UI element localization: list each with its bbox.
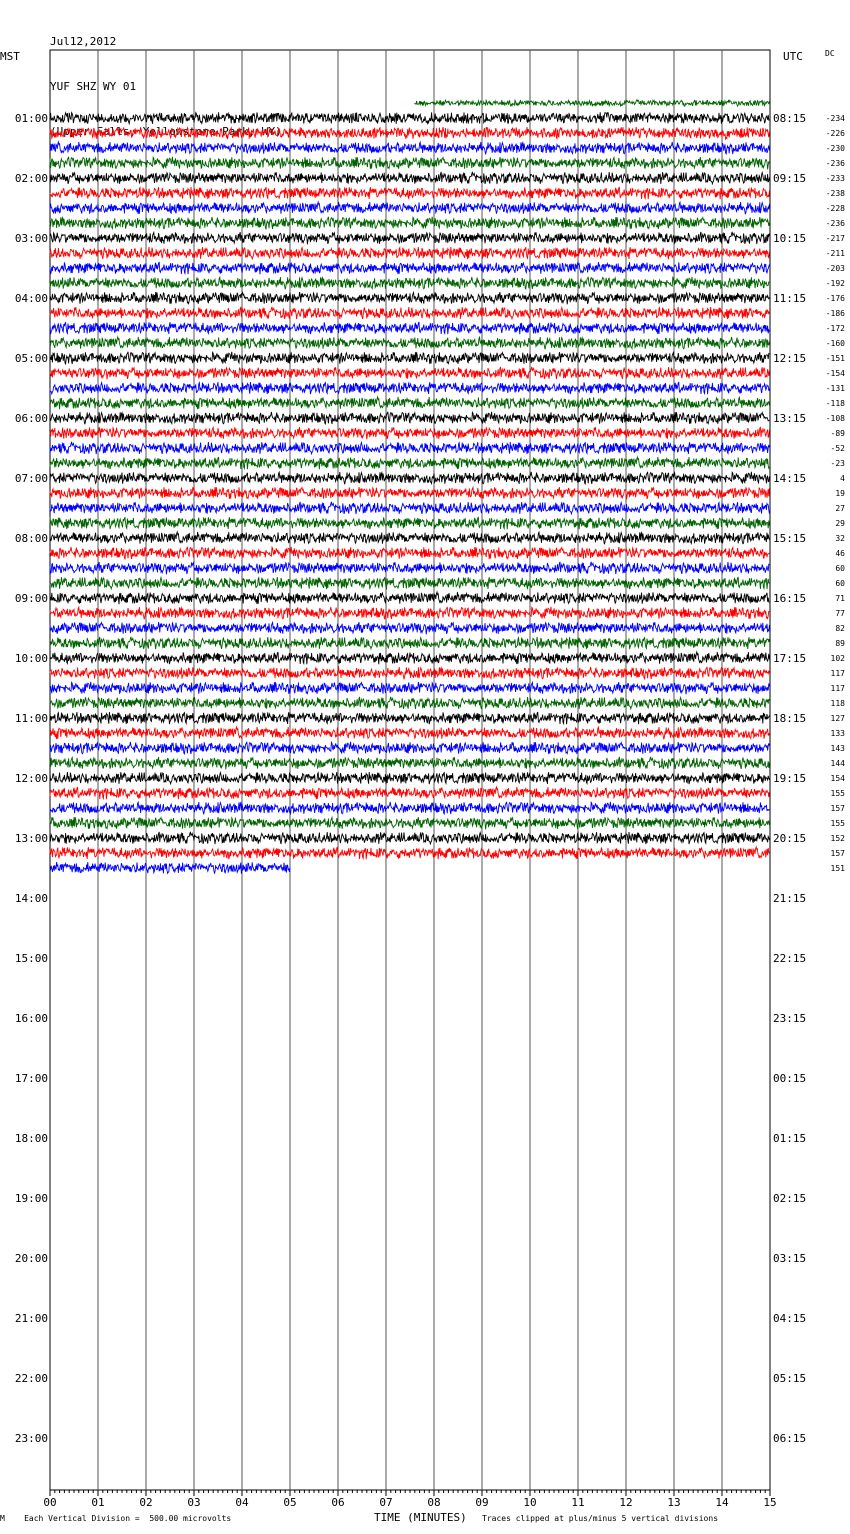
right-timezone-label: UTC [783, 50, 803, 63]
footer-scale [0, 1514, 231, 1523]
utc-hour-label: 16:15 [773, 592, 807, 605]
seismic-trace [50, 202, 769, 214]
utc-hour-label: 19:15 [773, 772, 807, 785]
dc-offset-label: 157 [830, 849, 845, 858]
x-tick-label: 07 [379, 1496, 393, 1509]
seismic-trace [50, 472, 769, 485]
mst-hour-label: 21:00 [14, 1312, 48, 1325]
utc-hour-label: 11:15 [773, 292, 807, 305]
dc-offset-label: 117 [830, 684, 845, 693]
dc-offset-label: 118 [830, 699, 845, 708]
seismic-trace [50, 187, 769, 199]
utc-hour-label: 20:15 [773, 832, 807, 845]
seismic-trace [50, 112, 769, 124]
dc-offset-label: 127 [830, 714, 845, 723]
seismic-trace [50, 367, 769, 380]
utc-hour-label: 09:15 [773, 172, 807, 185]
seismic-trace [50, 457, 769, 469]
utc-hour-label: 14:15 [773, 472, 807, 485]
dc-offset-label: -228 [825, 204, 845, 213]
x-tick-label: 06 [331, 1496, 345, 1509]
x-tick-label: 08 [427, 1496, 441, 1509]
seismic-trace [50, 487, 769, 499]
dc-offset-label: 60 [835, 564, 845, 573]
utc-hour-label: 02:15 [773, 1192, 807, 1205]
mst-hour-label: 16:00 [14, 1012, 48, 1025]
seismic-trace [50, 337, 769, 349]
dc-offset-label: 77 [835, 609, 845, 618]
utc-hour-label: 17:15 [773, 652, 807, 665]
x-tick-label: 15 [763, 1496, 777, 1509]
utc-hour-label: 22:15 [773, 952, 807, 965]
seismic-trace [50, 817, 769, 829]
seismic-trace [50, 592, 769, 604]
header-date: Jul12,2012 [50, 35, 117, 48]
dc-offset-label: 155 [830, 789, 845, 798]
dc-offset-label: 117 [830, 669, 845, 678]
utc-hour-label: 18:15 [773, 712, 807, 725]
clip-note: Traces clipped at plus/minus 5 vertical divisions [482, 1514, 719, 1523]
seismic-trace [50, 427, 769, 439]
seismic-trace [50, 577, 769, 589]
x-tick-label: 09 [475, 1496, 489, 1509]
x-tick-label: 11 [571, 1496, 585, 1509]
dc-offset-label: 71 [835, 594, 845, 603]
seismic-trace [50, 397, 769, 409]
x-tick-label: 02 [139, 1496, 153, 1509]
seismic-trace [50, 652, 769, 664]
dc-offset-label: 157 [830, 804, 845, 813]
dc-offset-label: -238 [825, 189, 845, 198]
seismic-trace [50, 532, 769, 544]
seismic-trace [50, 742, 769, 754]
mst-hour-label: 13:00 [14, 832, 48, 845]
dc-offset-label: -226 [825, 129, 845, 138]
dc-label: DC [825, 49, 835, 58]
seismic-trace [50, 757, 769, 770]
dc-offset-label: 29 [835, 519, 845, 528]
seismic-trace [50, 142, 769, 154]
utc-hour-label: 21:15 [773, 892, 807, 905]
seismic-trace [50, 832, 769, 844]
x-tick-label: 00 [43, 1496, 57, 1509]
utc-hour-label: 13:15 [773, 412, 807, 425]
dc-offset-label: 154 [830, 774, 845, 783]
dc-offset-label: -233 [825, 174, 845, 183]
dc-offset-label: 32 [835, 534, 845, 543]
dc-offset-label: -52 [830, 444, 845, 453]
dc-offset-label: -176 [825, 294, 845, 303]
dc-offset-label: -217 [825, 234, 845, 243]
scale-note: Each Vertical Division = 500.00 microvolts [24, 1514, 232, 1523]
mst-hour-label: 08:00 [14, 532, 48, 545]
utc-hour-label: 04:15 [773, 1312, 807, 1325]
mst-hour-label: 09:00 [14, 592, 48, 605]
mst-hour-label: 01:00 [14, 112, 48, 125]
header-location: (Upper Falls, Yellowstone Park, WY) [50, 125, 282, 138]
dc-offset-label: 27 [835, 504, 845, 513]
seismic-trace [50, 712, 769, 724]
utc-hour-label: 03:15 [773, 1252, 807, 1265]
seismic-trace [50, 562, 769, 575]
seismic-trace [50, 697, 769, 709]
footer-mark: M [0, 1514, 5, 1523]
seismic-trace [50, 217, 769, 229]
utc-hour-label: 23:15 [773, 1012, 807, 1025]
dc-offset-label: -234 [825, 114, 845, 123]
seismic-trace [50, 802, 769, 815]
x-tick-label: 01 [91, 1496, 105, 1509]
seismic-trace [50, 292, 769, 304]
seismic-trace [50, 157, 769, 170]
seismic-trace [50, 607, 769, 620]
x-tick-label: 05 [283, 1496, 297, 1509]
header-station: YUF SHZ WY 01 [50, 80, 137, 93]
utc-hour-label: 01:15 [773, 1132, 807, 1145]
seismic-trace [50, 262, 769, 274]
seismic-trace [50, 637, 769, 649]
utc-hour-label: 08:15 [773, 112, 807, 125]
x-tick-label: 10 [523, 1496, 537, 1509]
seismic-trace [50, 517, 769, 529]
seismic-trace [50, 172, 769, 184]
dc-offset-label: -230 [825, 144, 845, 153]
seismic-trace [50, 352, 769, 364]
utc-hour-label: 15:15 [773, 532, 807, 545]
dc-offset-label: -236 [825, 159, 845, 168]
x-axis-title: TIME (MINUTES) [374, 1511, 467, 1524]
dc-offset-label: -23 [830, 459, 845, 468]
seismic-trace [50, 247, 769, 259]
seismic-trace [50, 682, 769, 695]
utc-hour-label: 00:15 [773, 1072, 807, 1085]
seismic-trace [50, 127, 769, 139]
seismic-trace [50, 382, 769, 394]
mst-hour-label: 22:00 [14, 1372, 48, 1385]
mst-hour-label: 10:00 [14, 652, 48, 665]
seismic-trace [50, 787, 769, 799]
seismic-trace [50, 322, 769, 334]
dc-offset-label: 19 [835, 489, 845, 498]
dc-offset-label: -192 [825, 279, 845, 288]
dc-offset-label: 133 [830, 729, 845, 738]
dc-offset-label: 155 [830, 819, 845, 828]
dc-offset-label: -236 [825, 219, 845, 228]
x-tick-label: 03 [187, 1496, 201, 1509]
seismic-trace [50, 442, 769, 454]
mst-hour-label: 06:00 [14, 412, 48, 425]
dc-offset-label: 151 [830, 864, 845, 873]
dc-offset-label: -203 [825, 264, 845, 273]
mst-hour-label: 17:00 [14, 1072, 48, 1085]
mst-hour-label: 05:00 [14, 352, 48, 365]
seismic-trace [50, 412, 769, 425]
dc-offset-label: 46 [835, 549, 845, 558]
seismic-trace [50, 727, 769, 739]
utc-hour-label: 10:15 [773, 232, 807, 245]
mst-hour-label: 04:00 [14, 292, 48, 305]
mst-hour-label: 20:00 [14, 1252, 48, 1265]
dc-offset-label: -160 [825, 339, 845, 348]
mst-hour-label: 07:00 [14, 472, 48, 485]
dc-offset-label: -172 [825, 324, 845, 333]
mst-hour-label: 14:00 [14, 892, 48, 905]
mst-hour-label: 02:00 [14, 172, 48, 185]
dc-offset-label: -154 [825, 369, 845, 378]
utc-hour-label: 05:15 [773, 1372, 807, 1385]
dc-offset-label: -131 [825, 384, 845, 393]
x-tick-label: 12 [619, 1496, 633, 1509]
seismic-trace [50, 232, 769, 245]
seismic-trace [50, 667, 769, 680]
seismic-trace [50, 277, 769, 290]
dc-offset-label: -151 [825, 354, 845, 363]
mst-hour-label: 19:00 [14, 1192, 48, 1205]
left-timezone-label: MST [0, 50, 20, 63]
dc-offset-label: 60 [835, 579, 845, 588]
utc-hour-label: 12:15 [773, 352, 807, 365]
mst-hour-label: 23:00 [14, 1432, 48, 1445]
seismic-trace [50, 502, 769, 514]
seismic-trace [415, 100, 770, 106]
seismic-trace [50, 547, 769, 559]
seismic-trace [50, 307, 769, 319]
seismic-trace [50, 772, 769, 784]
seismic-trace [50, 847, 769, 859]
dc-offset-label: 143 [830, 744, 845, 753]
dc-offset-label: -186 [825, 309, 845, 318]
dc-offset-label: 144 [830, 759, 845, 768]
dc-offset-label: 4 [840, 474, 845, 483]
mst-hour-label: 12:00 [14, 772, 48, 785]
x-tick-label: 14 [715, 1496, 729, 1509]
dc-offset-label: -118 [825, 399, 845, 408]
dc-offset-label: -211 [825, 249, 845, 258]
mst-hour-label: 03:00 [14, 232, 48, 245]
dc-offset-label: -89 [830, 429, 845, 438]
mst-hour-label: 18:00 [14, 1132, 48, 1145]
x-tick-label: 13 [667, 1496, 681, 1509]
seismic-trace [50, 862, 290, 874]
utc-hour-label: 06:15 [773, 1432, 807, 1445]
dc-offset-label: 89 [835, 639, 845, 648]
mst-hour-label: 15:00 [14, 952, 48, 965]
x-tick-label: 04 [235, 1496, 249, 1509]
dc-offset-label: 82 [835, 624, 845, 633]
mst-hour-label: 11:00 [14, 712, 48, 725]
dc-offset-label: 102 [830, 654, 845, 663]
dc-offset-label: 152 [830, 834, 845, 843]
dc-offset-label: -108 [825, 414, 845, 423]
seismic-trace [50, 622, 769, 634]
